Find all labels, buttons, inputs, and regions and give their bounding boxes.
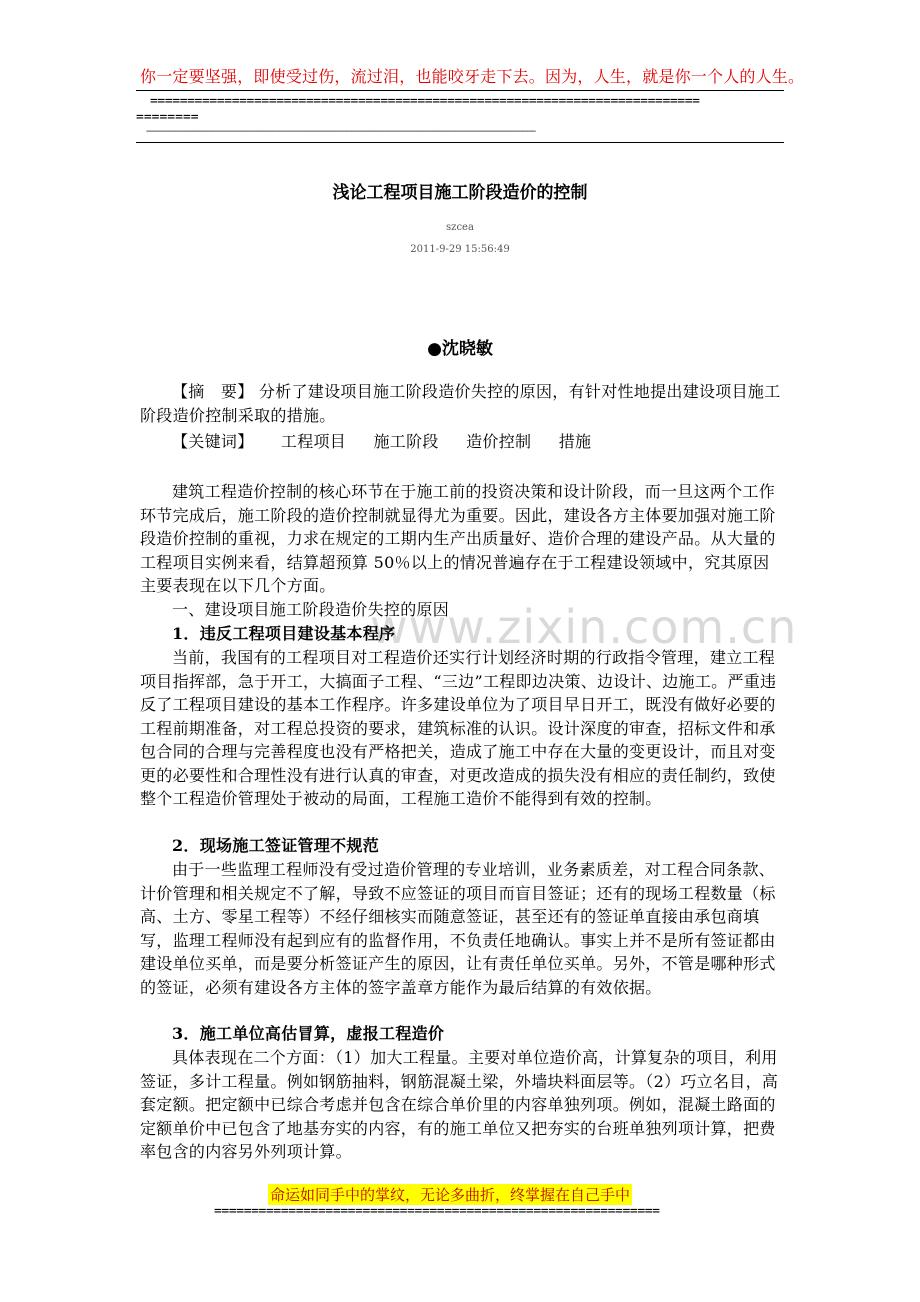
header-rule-bottom bbox=[136, 142, 784, 143]
keywords-label: 【关键词】 bbox=[172, 432, 254, 451]
subsection-heading: 1．违反工程项目建设基本程序 bbox=[172, 624, 396, 643]
subsection-paragraph: 由于一些监理工程师没有受过造价管理的专业培训，业务素质差，对工程合同条款、计价管理和相关规定不了解，导致不应签证的项目而盲目签证；还有的现场工程数量（标高、土方、零星工程等）不经仔细核实而随意签证，甚至还有的签证单直接由承包商填写，监理工程师没有起到应有的监督作用，不负责任地确认。事实上并不是所有签证都由建设单位买单，而是要分析签证产生的原因，让有责任单位买单。另外，不管是哪种形式的签证，必须有建设各方主体的签字盖章方能作为最后结算的有效依据。 bbox=[140, 860, 776, 997]
header-dash-line: ------------------------------------------------------------------------------------------------------------------------------------------------------------- bbox=[146, 126, 536, 137]
subsection-heading: 3．施工单位高估冒算，虚报工程造价 bbox=[172, 1024, 445, 1043]
footer-equals-line: ============================================================ bbox=[214, 1204, 660, 1219]
abstract-text: 分析了建设项目施工阶段造价失控的原因，有针对性地提出建设项目施工阶段造价控制采取的措施。 bbox=[140, 382, 781, 425]
header-equals-line: ========================================================================== bbox=[150, 94, 700, 109]
header-quote: 你一定要坚强，即使受过伤，流过泪，也能咬牙走下去。因为，人生，就是你一个人的人生。 bbox=[140, 67, 805, 86]
article-author: ●沈晓敏 bbox=[427, 339, 493, 359]
keyword: 工程项目 bbox=[280, 432, 347, 451]
keyword: 造价控制 bbox=[466, 432, 532, 451]
article-title: 浅论工程项目施工阶段造价的控制 bbox=[332, 183, 588, 203]
subsection-heading: 2．现场施工签证管理不规范 bbox=[172, 836, 380, 855]
watermark: www.zixin.com.cn bbox=[370, 600, 798, 654]
abstract-label: 【摘 要】 bbox=[172, 382, 254, 401]
keyword: 措施 bbox=[558, 432, 592, 451]
article-date: 2011-9-29 15:56:49 bbox=[410, 244, 510, 255]
subsection-paragraph: 具体表现在二个方面：（1）加大工程量。主要对单位造价高，计算复杂的项目，利用签证，多计工程量。例如钢筋抽料，钢筋混凝土梁，外墙块料面层等。（2）巧立名目，高套定额。把定额中已综合考虑并包含在综合单价里的内容单独列项。例如，混凝土路面的定额单价中已包含了地基夯实的内容，有的施工单位又把夯实的台班单独列项计算，把费率包含的内容另外列项计算。 bbox=[140, 1048, 779, 1161]
keywords bbox=[140, 430, 814, 454]
keyword: 施工阶段 bbox=[373, 432, 439, 451]
header-equals-line-continued: ======== bbox=[136, 110, 199, 125]
footer-quote: 命运如同手中的掌纹，无论多曲折，终掌握在自己手中 bbox=[270, 1186, 631, 1204]
abstract bbox=[140, 380, 782, 427]
section-heading: 一、建设项目施工阶段造价失控的原因 bbox=[172, 600, 450, 619]
subsection-paragraph: 当前，我国有的工程项目对工程造价还实行计划经济时期的行政指令管理，建立工程项目指挥部，急于开工，大搞面子工程、“三边”工程即边决策、边设计、边施工。严重违反了工程项目建设的基本工作程序。许多建设单位为了项目早日开工，既没有做好必要的工程前期准备，对工程总投资的要求，建筑标准的认识。设计深度的审查，招标文件和承包合同的合理与完善程度也没有严格把关，造成了施工中存在大量的变更设计，而且对变更的必要性和合理性没有进行认真的审查，对更改造成的损失没有相应的责任制约，致使整个工程造价管理处于被动的局面，工程施工造价不能得到有效的控制。 bbox=[140, 648, 777, 808]
intro-paragraph: 建筑工程造价控制的核心环节在于施工前的投资决策和设计阶段，而一旦这两个工作环节完成后，施工阶段的造价控制就显得尤为重要。因此，建设各方主体要加强对施工阶段造价控制的重视，力求在规定的工期内生产出质量好、造价合理的建设产品。从大量的工程项目实例来看，结算超预算 50％以上的情况普遍存在于工程建设领域中，究其原因主要表现在以下几个方面。 bbox=[140, 482, 776, 595]
article-source: szcea bbox=[446, 222, 474, 233]
header-rule bbox=[136, 90, 784, 91]
